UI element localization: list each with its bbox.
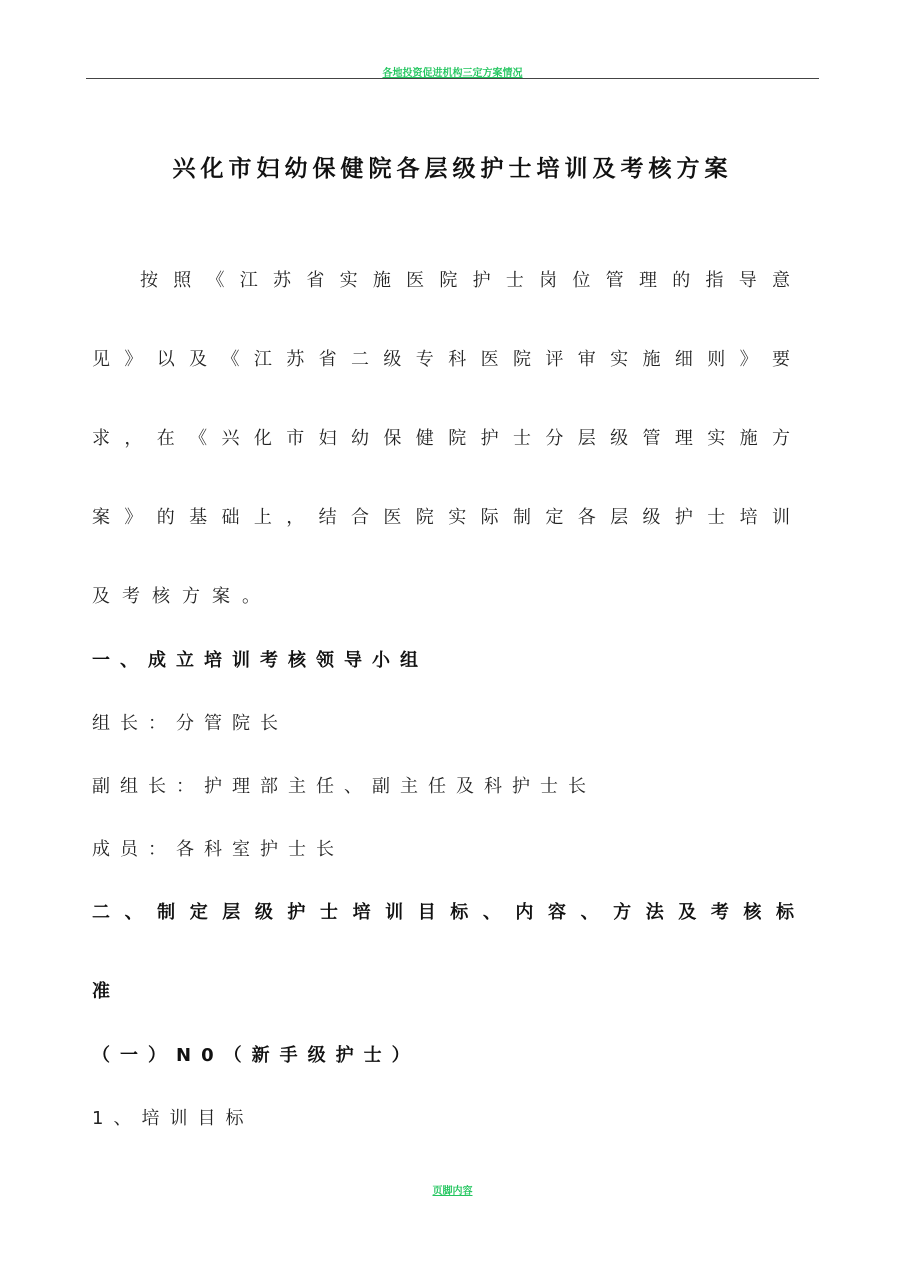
deputy-leader-line: 副组长：护理部主任、副主任及科护士长 [92,776,596,797]
intro-line-2: 见》以及《江苏省二级专科医院评审实施细则》要 [92,349,802,370]
section-2-heading-line-1: 二、制定层级护士培训目标、内容、方法及考核标 [92,902,802,923]
section-2-heading-line-2: 准 [92,981,120,1002]
section-1-heading: 一、成立培训考核领导小组 [92,650,428,671]
page-footer-text: 页脚内容 [432,1186,473,1197]
intro-line-5: 及考核方案。 [92,586,272,607]
members-line: 成员：各科室护士长 [92,839,344,860]
intro-line-1: 按照《江苏省实施医院护士岗位管理的指导意 [140,270,802,291]
page-header-text: 各地投资促进机构三定方案情况 [382,68,523,79]
document-title: 兴化市妇幼保健院各层级护士培训及考核方案 [172,156,733,182]
training-goal-item: 1、培训目标 [92,1108,254,1129]
group-leader-line: 组长：分管院长 [92,713,288,734]
subsection-n0-heading: （一）N0（新手级护士） [92,1045,420,1066]
header-divider [86,78,819,79]
intro-line-4: 案》的基础上，结合医院实际制定各层级护士培训 [92,507,802,528]
intro-line-3: 求，在《兴化市妇幼保健院护士分层级管理实施方 [92,428,802,449]
